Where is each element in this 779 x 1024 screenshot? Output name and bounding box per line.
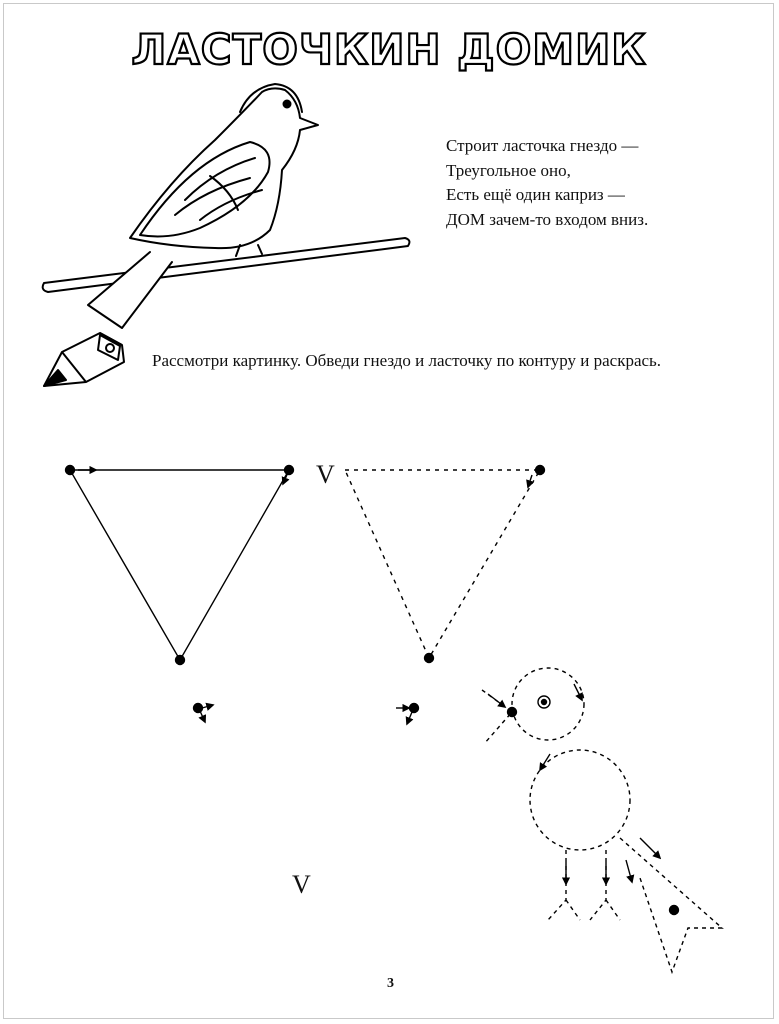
dotted-bird-body <box>530 750 630 850</box>
task-instruction: Рассмотри картинку. Обведи гнездо и ласточку по контуру и раскрась. <box>152 351 662 370</box>
nest-dashed <box>345 466 545 663</box>
swallow-illustration <box>43 84 410 328</box>
poem-line: ДОМ зачем-то входом вниз. <box>446 209 649 229</box>
letter-v-top: V <box>316 460 335 489</box>
page-number: 3 <box>387 976 394 991</box>
dotted-bird-markers <box>488 684 679 915</box>
dotted-bird-leg-right <box>590 850 620 920</box>
poem-line: Есть ещё один каприз — <box>446 185 625 204</box>
page-title-text: ЛАСТОЧКИН ДОМИК <box>131 25 647 74</box>
dotted-bird-head <box>512 668 584 740</box>
dotted-bird-leg-left <box>548 850 580 920</box>
poem-line: Треугольное оно, <box>446 160 571 180</box>
bird-tail <box>88 252 172 328</box>
dotted-bird-tail <box>620 838 722 972</box>
dotted-bird-beak <box>482 690 512 744</box>
letter-v-bottom: V <box>292 870 311 899</box>
start-point-right <box>396 704 419 725</box>
poem-line: Строит ласточка гнездо — <box>446 136 639 155</box>
pencil-icon <box>44 333 124 386</box>
nest-solid <box>66 466 294 665</box>
dotted-bird <box>482 668 722 972</box>
start-point-left <box>194 704 214 723</box>
bird-feet <box>236 245 262 256</box>
bird-eye <box>284 101 291 108</box>
